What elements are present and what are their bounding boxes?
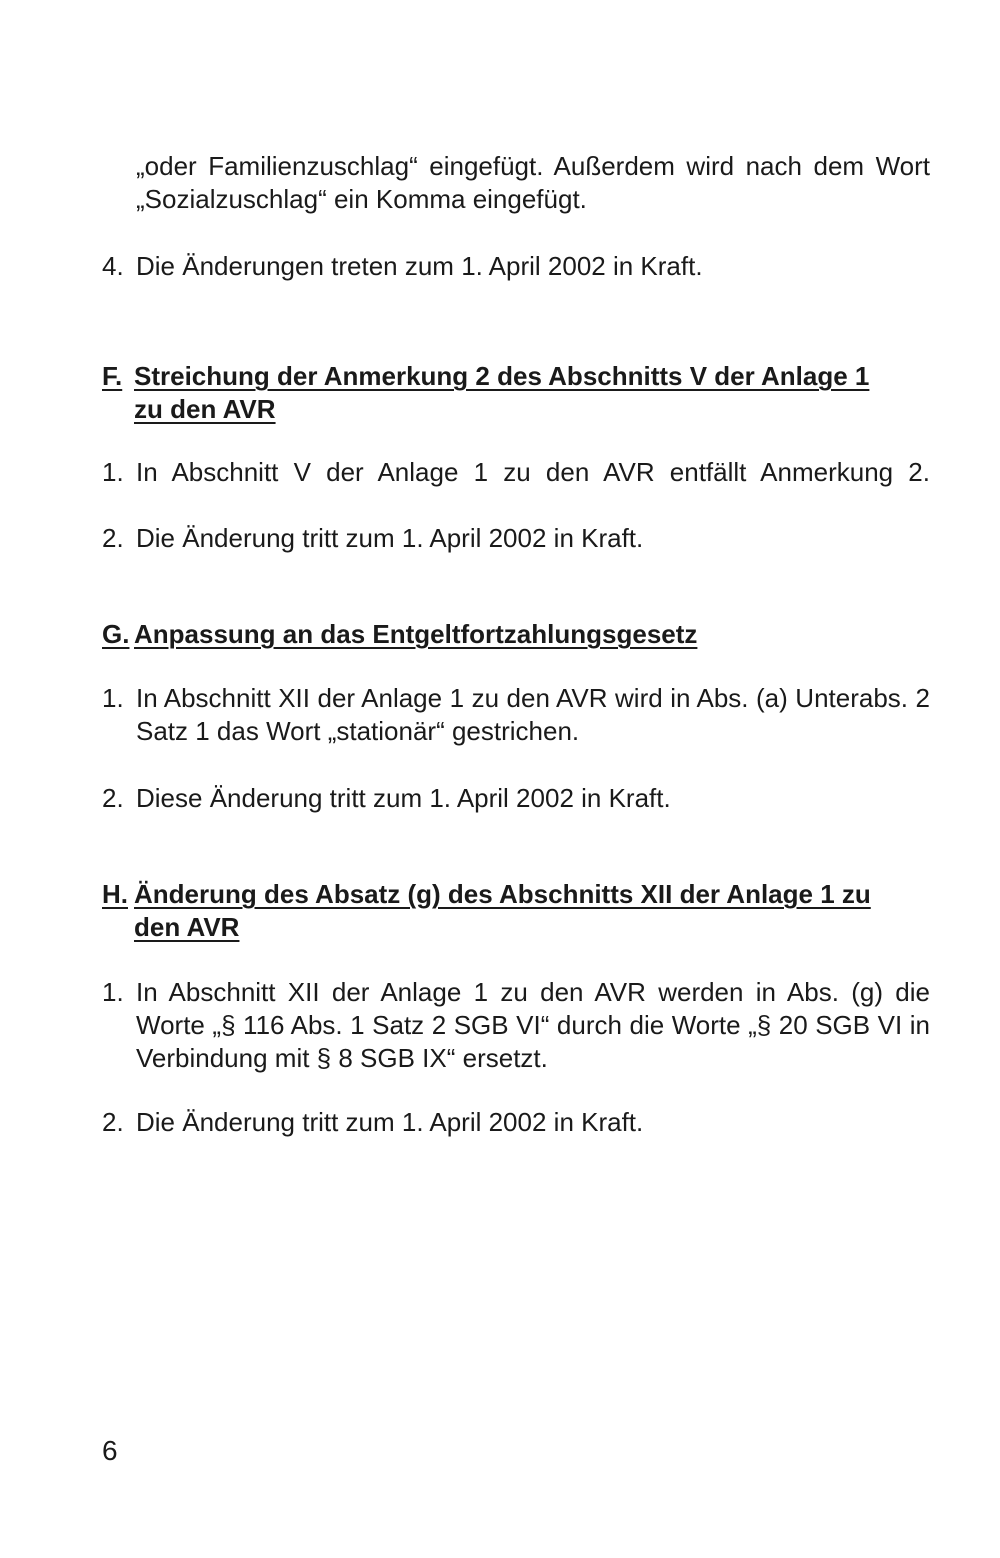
- section-h-item-2: [102, 1106, 930, 1139]
- list-item-text: Die Änderung tritt zum 1. April 2002 in Kraft.: [136, 1107, 644, 1137]
- section-g-letter: G.: [102, 619, 130, 649]
- list-item-4: [102, 250, 930, 283]
- section-f-letter: F.: [102, 361, 123, 391]
- section-f-title: Streichung der Anmerkung 2 des Abschnitts V der Anlage 1 zu den AVR: [134, 361, 870, 424]
- list-item-number: 2.: [102, 783, 124, 813]
- list-item-number: 2.: [102, 523, 124, 553]
- list-item-text: Die Änderungen treten zum 1. April 2002 in Kraft.: [136, 251, 703, 281]
- list-item-text: In Abschnitt XII der Anlage 1 zu den AVR werden in Abs. (g) die Worte „§ 116 Abs. 1 Satz 2 SGB VI“ durch die Worte „§ 20 SGB VI in Verbindung mit § 8 SGB IX“ ersetzt.: [136, 977, 930, 1073]
- continuation-line-2: „Sozialzuschlag“ ein Komma eingefügt.: [136, 184, 587, 214]
- list-item-number: 2.: [102, 1107, 124, 1137]
- section-h-item-1: [102, 976, 930, 1075]
- section-g-item-1: [102, 682, 930, 748]
- list-item-number: 1.: [102, 683, 124, 713]
- section-g-title: Anpassung an das Entgeltfortzahlungsgesetz: [134, 619, 698, 649]
- section-f-heading: [102, 360, 892, 426]
- list-item-text: Diese Änderung tritt zum 1. April 2002 in Kraft.: [136, 783, 671, 813]
- list-item-number: 1.: [102, 977, 124, 1007]
- section-f-item-2: [102, 522, 930, 555]
- section-h-heading: [102, 878, 902, 944]
- section-g-item-2: [102, 782, 930, 815]
- list-item-text: In Abschnitt V der Anlage 1 zu den AVR entfällt Anmerkung 2.: [136, 457, 930, 487]
- list-item-text: In Abschnitt XII der Anlage 1 zu den AVR wird in Abs. (a) Unterabs. 2 Satz 1 das Wort „stationär“ gestrichen.: [136, 683, 930, 746]
- list-item-number: 4.: [102, 251, 124, 281]
- section-h-title: Änderung des Absatz (g) des Abschnitts XII der Anlage 1 zu den AVR: [134, 879, 871, 942]
- continuation-paragraph: [136, 150, 930, 216]
- page-number: 6: [102, 1435, 118, 1466]
- list-item-text: Die Änderung tritt zum 1. April 2002 in Kraft.: [136, 523, 644, 553]
- section-f-item-1: [102, 456, 930, 489]
- section-h-letter: H.: [102, 879, 128, 909]
- section-g-heading: [102, 618, 930, 651]
- list-item-number: 1.: [102, 457, 124, 487]
- continuation-line-1: „oder Familienzuschlag“ eingefügt. Außerdem wird nach dem Wort: [136, 151, 930, 181]
